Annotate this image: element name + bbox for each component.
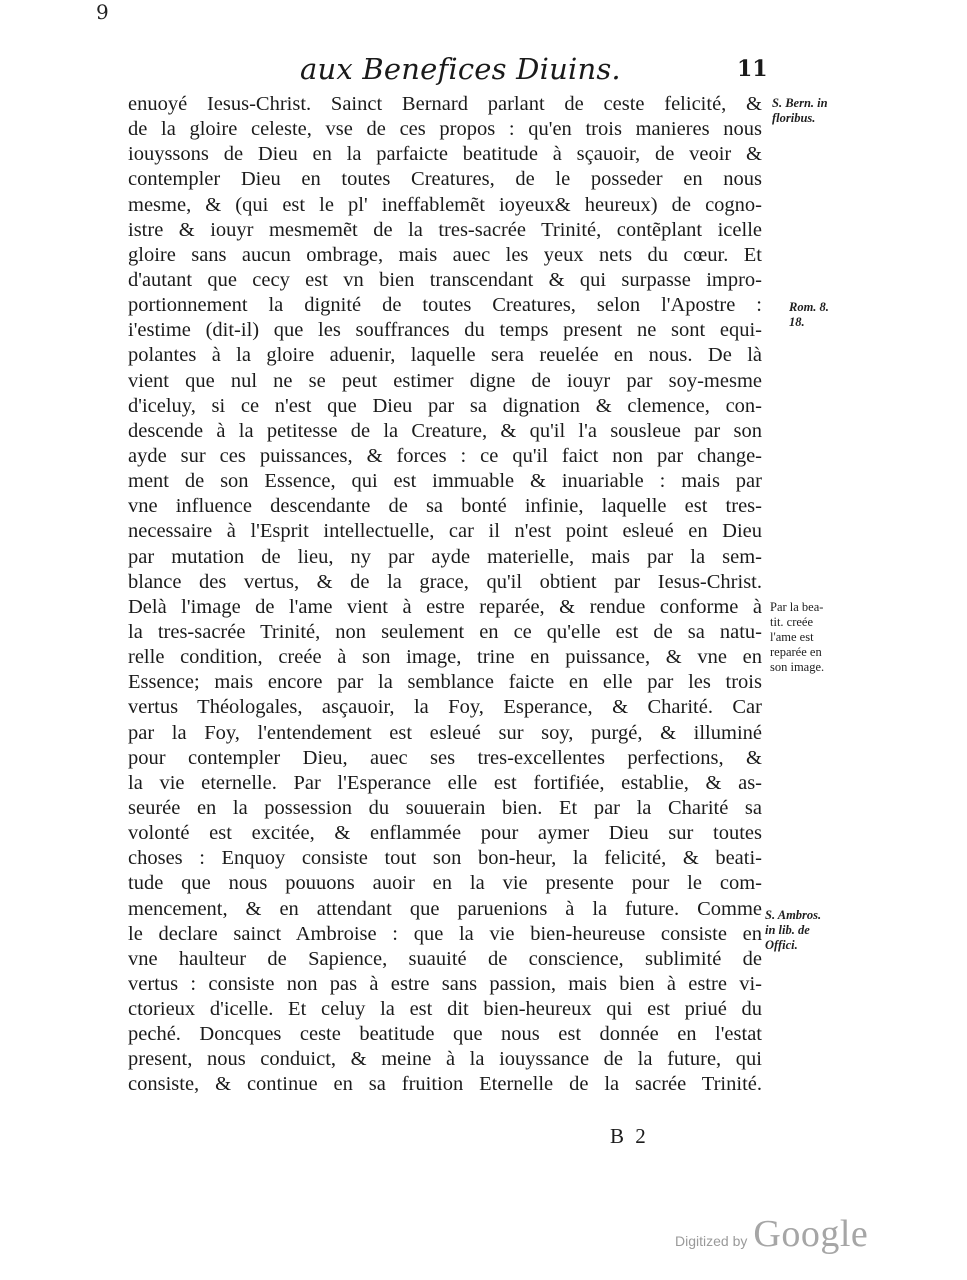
text-line: la tres-sacrée Trinité, non seulement en ce qu'elle est de sa natu-: [128, 620, 762, 643]
text-line: vne haulteur de Sapience, suauité de conscience, sublimité de: [128, 947, 762, 970]
text-line: ment de son Essence, qui est immuable & inuariable : mais par: [128, 470, 762, 493]
text-line: le declare sainct Ambroise : que la vie bien-heureuse consiste en: [128, 922, 762, 945]
margin-note-line: S. Bern. in: [772, 96, 828, 110]
margin-note-line: floribus.: [772, 111, 816, 125]
watermark-prefix: Digitized by: [675, 1233, 748, 1249]
text-line: iouyssons de Dieu en la parfaicte beatitude à sçauoir, de veoir &: [128, 143, 762, 166]
text-line: peché. Doncques ceste beatitude que nous est donnée en l'estat: [128, 1023, 762, 1046]
text-line: present, nous conduict, & meine à la iouyssance de la future, qui: [128, 1048, 762, 1071]
text-line: descende à la petitesse de la Creature, & qu'il l'a sousleue par son: [128, 419, 762, 442]
text-line: pour contempler Dieu, auec ses tres-excellentes perfections, &: [128, 746, 762, 769]
text-line: enuoyé Iesus-Christ. Sainct Bernard parlant de ceste felicité, &: [128, 93, 762, 115]
text-line: portionnement la dignité de toutes Creatures, selon l'Apostre :: [128, 294, 762, 317]
text-line: i'estime (dit-il) que les souffrances du temps present ne sont equi-: [128, 319, 762, 342]
text-line: tude que nous pouuons auoir en la vie presente pour le com-: [128, 872, 762, 895]
text-line: la vie eternelle. Par l'Esperance elle est fortifiée, establie, & as-: [128, 771, 762, 794]
text-line: choses : Enquoy consiste tout son bon-heur, la felicité, & beati-: [128, 847, 762, 870]
text-line: contempler Dieu en toutes Creatures, de le posseder en nous: [128, 168, 762, 191]
corner-mark: 9: [96, 0, 109, 24]
text-line: volonté est excitée, & enflammée pour aymer Dieu sur toutes: [128, 822, 762, 845]
margin-note-line: reparée en: [770, 645, 822, 659]
google-logo: Google: [753, 1213, 869, 1255]
text-line: ctorieux d'icelle. Et celuy la est dit bien-heureux qui est priué du: [128, 998, 762, 1021]
text-line: ayde sur ces puissances, & forces : ce qu'il faict non par change-: [128, 444, 762, 467]
text-line: de la gloire celeste, vse de ces propos : qu'en trois manieres nous: [128, 118, 762, 141]
text-line: mesme, & (qui est le pl' ineffablemẽt ioyeux& heureux) de cogno-: [128, 193, 762, 216]
text-line: vient que nul ne se peut estimer digne de iouyr par soy-mesme: [128, 369, 762, 392]
text-line: polantes à la gloire aduenir, laquelle sera reuelée en nous. De là: [128, 344, 762, 367]
text-line: istre & iouyr mesmemẽt de la tres-sacrée Trinité, contẽplant icelle: [128, 218, 762, 241]
text-line: vertus Théologales, asçauoir, la Foy, Esperance, & Charité. Car: [128, 696, 762, 719]
text-line: seurée en la possession du souuerain bien. Et par la Charité sa: [128, 796, 762, 819]
text-line: par mutation de lieu, ny par ayde materielle, mais par la sem-: [128, 545, 762, 568]
running-head: aux Benefices Diuins.: [300, 52, 621, 86]
text-line: necessaire à l'Esprit intellectuelle, car il n'est point esleué en Dieu: [128, 520, 762, 543]
margin-note-line: Par la bea-: [770, 600, 824, 614]
text-line: relle condition, creée à son image, trine en puissance, & vne en: [128, 646, 762, 669]
text-line: Essence; mais encore par la semblance faicte en elle par les trois: [128, 671, 762, 694]
text-line: vne influence descendante de sa bonté infinie, laquelle est tres-: [128, 495, 762, 518]
margin-note-ambrose: [765, 908, 847, 953]
text-line: gloire sans aucun ombrage, mais auec les yeux nets du cœur. Et: [128, 243, 762, 266]
margin-note-line: S. Ambros.: [765, 908, 822, 922]
text-line: d'iceluy, si ce n'est que Dieu par sa dignation & clemence, con-: [128, 394, 762, 417]
margin-note-line: Rom. 8.: [789, 300, 829, 314]
text-line: consiste, & continue en sa fruition Eternelle de la sacrée Trinité.: [128, 1073, 762, 1096]
margin-note-line: Offici.: [765, 938, 798, 952]
text-line: par la Foy, l'entendement est esleué sur soy, purgé, & illuminé: [128, 721, 762, 744]
margin-note-line: 18.: [789, 315, 805, 329]
text-line: mencement, & en attendant que paruenions à la future. Comme: [128, 897, 762, 920]
margin-note-line: in lib. de: [765, 923, 810, 937]
margin-note-bernard: [772, 96, 854, 126]
margin-note-line: son image.: [770, 660, 825, 674]
margin-note-image: [770, 600, 852, 675]
margin-note-line: tit. creée: [770, 615, 814, 629]
text-line: vertus : consiste non pas à estre sans passion, mais bien à estre vi-: [128, 972, 762, 995]
signature-mark: B 2: [610, 1124, 649, 1148]
text-line: Delà l'image de l'ame vient à estre reparée, & rendue conforme à: [128, 595, 762, 618]
margin-note-line: l'ame est: [770, 630, 814, 644]
body-text: [128, 92, 762, 1098]
text-line: d'autant que cecy est vn bien transcendant & qui surpasse impro-: [128, 268, 762, 291]
page-number: 11: [737, 56, 768, 82]
text-line: blance des vertus, & de la grace, qu'il obtient par Iesus-Christ.: [128, 570, 762, 593]
digitized-by-google-watermark: [675, 1212, 868, 1256]
margin-note-romans: [789, 300, 871, 330]
